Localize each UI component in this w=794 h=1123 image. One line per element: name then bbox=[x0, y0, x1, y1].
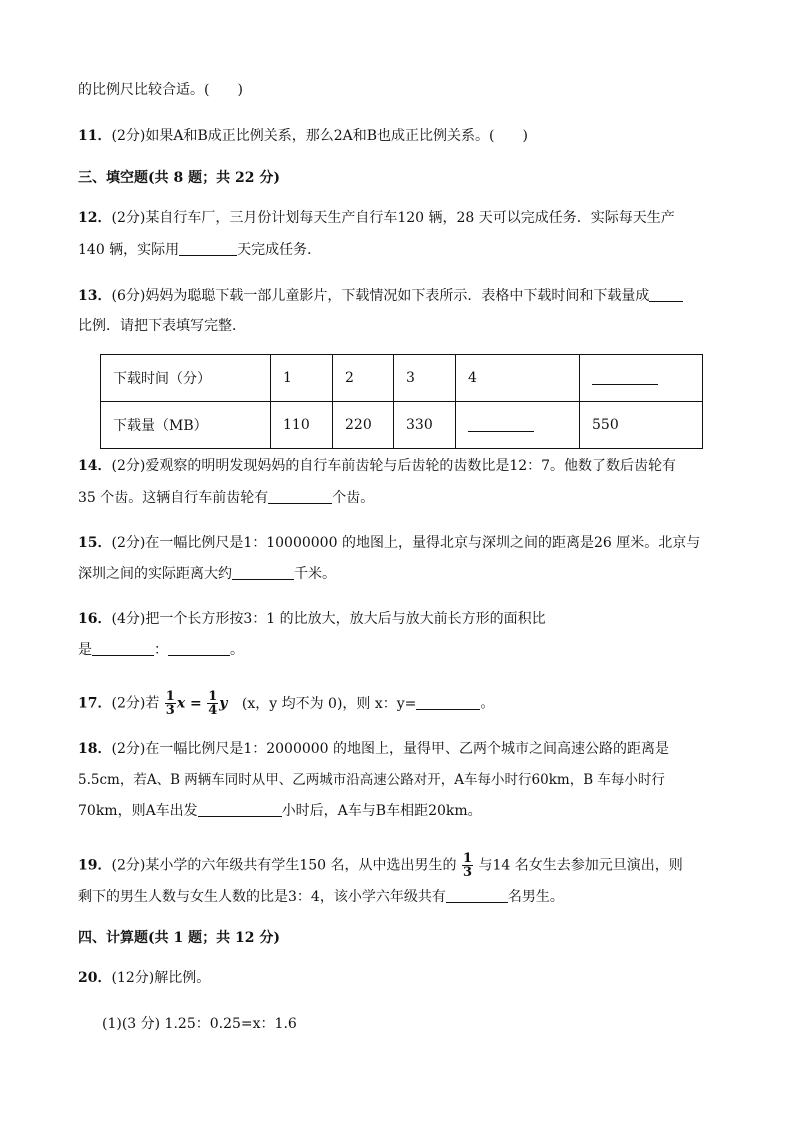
question-text: 千米。 bbox=[294, 566, 336, 582]
math-variable: x = bbox=[176, 695, 202, 712]
question-text: 140 辆，实际用 bbox=[78, 242, 180, 258]
question-text: 。 bbox=[230, 642, 244, 658]
fraction-numerator: 1 bbox=[462, 851, 472, 866]
question-score: (2分) bbox=[111, 857, 146, 874]
question-text: 名男生。 bbox=[507, 889, 564, 905]
answer-blank[interactable] bbox=[268, 489, 332, 504]
prev-question-tail: 的比例尺比较合适。( ) bbox=[78, 82, 243, 98]
fraction bbox=[207, 690, 218, 717]
question-text: 与14 名女生去参加元旦演出，则 bbox=[478, 857, 683, 874]
table-cell-blank bbox=[456, 402, 580, 449]
question-16 bbox=[78, 609, 546, 629]
question-text: 爱观察的明明发现妈妈的自行车前齿轮与后齿轮的齿数比是12：7。他数了数后齿轮有 bbox=[145, 458, 677, 474]
table-cell: 3 bbox=[394, 355, 456, 402]
question-text: 若 bbox=[145, 695, 160, 712]
question-number: 19． bbox=[78, 857, 112, 874]
question-number: 15． bbox=[78, 535, 112, 551]
fraction-denominator: 4 bbox=[208, 703, 218, 718]
question-number: 17． bbox=[78, 695, 112, 712]
question-18-line2: 5.5cm，若A、B 两辆车同时从甲、乙两城市沿高速公路对开，A车每小时行60km，B 车每小时行 bbox=[78, 772, 665, 788]
question-score: (2分) bbox=[111, 210, 146, 226]
question-20-part-1: (1)(3 分) 1.25：0.25=x：1.6 bbox=[102, 1016, 297, 1032]
table-row bbox=[101, 355, 703, 402]
question-text: 如果A和B成正比例关系，那么2A和B也成正比例关系。( ) bbox=[145, 128, 528, 144]
answer-blank[interactable] bbox=[92, 641, 154, 656]
question-score: (2分) bbox=[111, 695, 146, 712]
question-score: (2分) bbox=[111, 128, 146, 144]
question-14 bbox=[78, 456, 676, 476]
question-text: 深圳之间的实际距离大约 bbox=[78, 566, 232, 582]
question-score: (12分) bbox=[111, 970, 155, 986]
table-row bbox=[101, 402, 703, 449]
answer-blank[interactable] bbox=[416, 695, 480, 710]
table-cell: 330 bbox=[394, 402, 456, 449]
table-cell: 4 bbox=[456, 355, 580, 402]
question-number: 16． bbox=[78, 611, 112, 627]
answer-blank[interactable] bbox=[179, 241, 237, 256]
question-score: (6分) bbox=[111, 288, 146, 304]
question-score: (2分) bbox=[111, 535, 146, 551]
answer-blank[interactable] bbox=[198, 802, 282, 817]
table-cell: 下载时间（分） bbox=[101, 355, 271, 402]
fraction-numerator: 1 bbox=[208, 689, 218, 704]
answer-blank[interactable] bbox=[168, 641, 230, 656]
table-cell: 550 bbox=[580, 402, 703, 449]
question-text: 解比例。 bbox=[154, 970, 211, 986]
section-heading-fill-in: 三、填空题(共 8 题；共 22 分) bbox=[78, 170, 280, 186]
question-text: 妈妈为聪聪下载一部儿童影片，下载情况如下表所示．表格中下载时间和下载量成 bbox=[145, 288, 650, 304]
fraction bbox=[462, 852, 473, 879]
question-text: 天完成任务． bbox=[237, 242, 322, 258]
question-13-line2: 比例．请把下表填写完整． bbox=[78, 318, 246, 334]
question-number: 13． bbox=[78, 288, 112, 304]
table-cell-blank bbox=[580, 355, 703, 402]
question-text: 个齿。 bbox=[332, 490, 375, 506]
question-text: 剩下的男生人数与女生人数的比是3：4，该小学六年级共有 bbox=[78, 889, 446, 905]
question-text: 把一个长方形按3：1 的比放大，放大后与放大前长方形的面积比 bbox=[145, 611, 546, 627]
answer-blank[interactable] bbox=[232, 565, 294, 580]
fraction bbox=[165, 690, 176, 717]
table-cell: 下载量（MB） bbox=[101, 402, 271, 449]
question-text: 35 个齿。这辆自行车前齿轮有 bbox=[78, 490, 269, 506]
section-heading-calculation: 四、计算题(共 1 题；共 12 分) bbox=[78, 930, 280, 946]
answer-blank[interactable] bbox=[446, 888, 508, 903]
question-11 bbox=[78, 126, 528, 146]
question-text: 某小学的六年级共有学生150 名，从中选出男生的 bbox=[145, 857, 457, 874]
question-text: (x，y 均不为 0)，则 x：y= bbox=[241, 695, 417, 712]
question-19-line2 bbox=[78, 887, 564, 907]
question-13 bbox=[78, 286, 683, 306]
table-cell: 220 bbox=[333, 402, 394, 449]
question-text: 在一幅比例尺是1：10000000 的地图上，量得北京与深圳之间的距离是26 厘米。北京与 bbox=[145, 535, 701, 551]
question-15-line2 bbox=[78, 564, 336, 584]
question-15 bbox=[78, 533, 700, 553]
question-number: 18． bbox=[78, 741, 112, 757]
question-number: 20． bbox=[78, 970, 112, 986]
question-score: (4分) bbox=[111, 611, 146, 627]
answer-blank[interactable] bbox=[468, 417, 534, 432]
question-14-line2 bbox=[78, 488, 374, 508]
question-number: 12． bbox=[78, 210, 112, 226]
question-score: (2分) bbox=[111, 741, 146, 757]
question-20 bbox=[78, 968, 210, 988]
question-number: 14． bbox=[78, 458, 112, 474]
fraction-denominator: 3 bbox=[165, 703, 175, 718]
fraction-denominator: 3 bbox=[462, 865, 472, 880]
question-text: 。 bbox=[480, 695, 495, 712]
question-19 bbox=[78, 852, 683, 879]
table-cell: 110 bbox=[271, 402, 333, 449]
question-12-line2 bbox=[78, 240, 321, 260]
table-cell: 1 bbox=[271, 355, 333, 402]
question-text: 小时后，A车与B车相距20km。 bbox=[281, 803, 482, 819]
question-text: ： bbox=[154, 642, 168, 658]
question-12 bbox=[78, 208, 675, 228]
question-text: 是 bbox=[78, 642, 92, 658]
question-16-line2 bbox=[78, 640, 244, 660]
answer-blank[interactable] bbox=[649, 287, 683, 302]
question-number: 11． bbox=[78, 128, 112, 144]
question-text: 某自行车厂，三月份计划每天生产自行车120 辆，28 天可以完成任务．实际每天生产 bbox=[145, 210, 675, 226]
math-variable: y bbox=[219, 695, 228, 712]
question-18 bbox=[78, 739, 669, 759]
table-cell: 2 bbox=[333, 355, 394, 402]
question-text: 70km，则A车出发 bbox=[78, 803, 198, 819]
question-text: 在一幅比例尺是1：2000000 的地图上，量得甲、乙两个城市之间高速公路的距离是 bbox=[145, 741, 670, 757]
question-18-line3 bbox=[78, 801, 482, 821]
download-table bbox=[100, 354, 703, 449]
question-score: (2分) bbox=[111, 458, 146, 474]
fraction-numerator: 1 bbox=[165, 689, 175, 704]
question-17 bbox=[78, 690, 494, 717]
answer-blank[interactable] bbox=[592, 370, 658, 385]
